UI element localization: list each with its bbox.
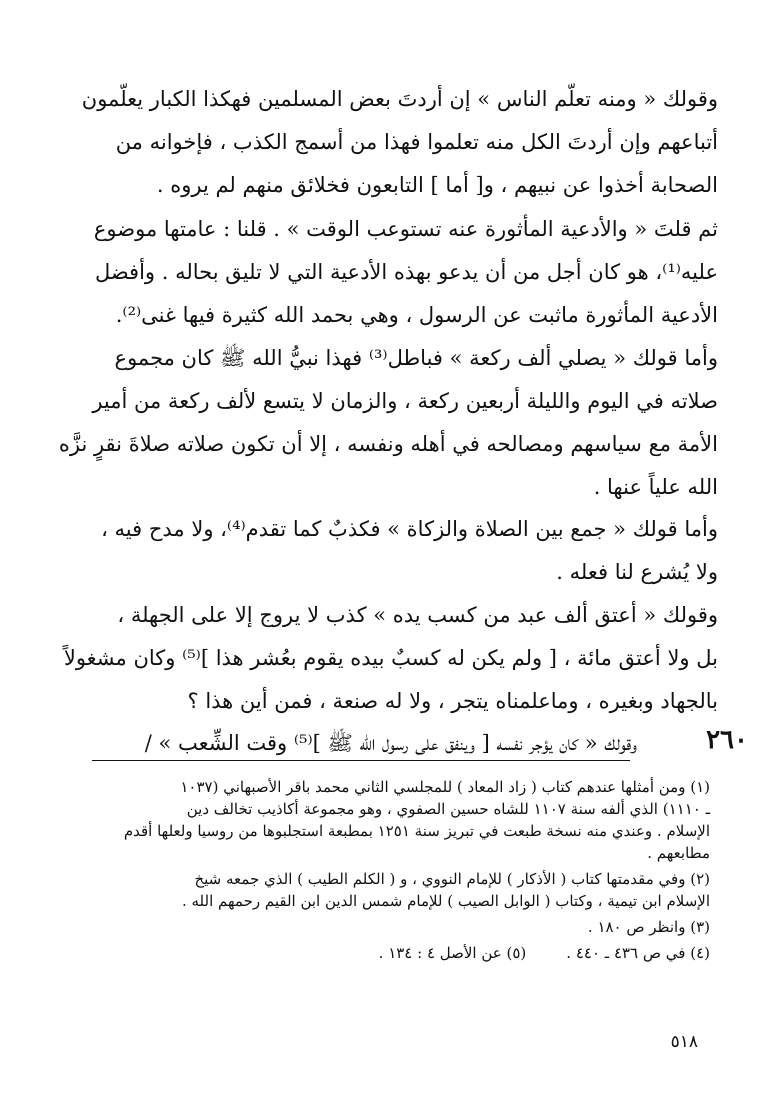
footnote-1 <box>90 776 710 864</box>
footnote-line: (٣) وانظر ص ١٨٠ . <box>587 918 710 936</box>
text-line: الأدعية المأثورة ماثبت عن الرسول ، وهي بحمد الله كثيرة فيها غنى⁽²⁾. <box>115 303 718 327</box>
paragraph-1 <box>78 78 718 207</box>
paragraph-4 <box>78 508 718 594</box>
footnote-line: الإسلام ابن تيمية ، وكتاب ( الوابل الصيب ) للإمام شمس الدين ابن القيم رحمهم الله . <box>181 892 710 910</box>
footnote-4: (٤) في ص ٤٣٦ ـ ٤٤٠ . <box>566 944 710 962</box>
footnote-divider <box>92 760 630 761</box>
text-line: وقولك « أعتق ألف عبد من كسب يده » كذب لا يروج إلا على الجهلة ، <box>117 603 718 627</box>
footnote-4-5-row <box>90 942 710 964</box>
footnote-line: ـ ١١١٠) الذي ألفه سنة ١١٠٧ للشاه حسين الصفوي ، وهو مجموعة أكاذيب تخالف دين <box>186 800 710 818</box>
text-line: صلاته في اليوم والليلة أربعين ركعة ، والزمان لا يتسع لألف ركعة من أمير <box>92 389 718 413</box>
paragraph-5 <box>63 594 718 723</box>
text-line: ولا يُشرع لنا فعله . <box>556 560 718 584</box>
text-line: عليه⁽¹⁾، هو كان أجل من أن يدعو بهذه الأدعية التي لا تليق بحاله . وأفضل <box>94 260 718 284</box>
paragraph-6 <box>92 722 637 765</box>
footnotes <box>90 776 710 964</box>
footnote-line: مطابعهم . <box>647 844 710 862</box>
text-line: الله علياً عنها . <box>593 475 718 499</box>
footnote-line: (٢) وفي مقدمتها كتاب ( الأذكار ) للإمام النووي ، و ( الكلم الطيب ) الذي جمعه شيخ <box>194 870 710 888</box>
text-line: أتباعهم وإن أردتَ الكل منه تعلموا فهذا من أسمج الكذب ، فإخوانه من <box>115 130 718 154</box>
text-line: وقولك « كان يؤجر نفسه [ وينفق على رسول الله ﷺ ]⁽⁵⁾ وقت الشِّعب » / <box>144 731 637 755</box>
text-line: الأمة مع سياسهم ومصالحه في أهله ونفسه ، إلا أن تكون صلاته صلاةَ نقرٍ نزَّه <box>58 432 718 456</box>
paragraph-3 <box>58 337 718 509</box>
margin-original-page-number: ٢٦٠ <box>706 725 748 755</box>
footnote-line: (١) ومن أمثلها عندهم كتاب ( زاد المعاد ) للمجلسي الثاني محمد باقر الأصبهاني (١٠٣٧ <box>180 778 710 796</box>
text-line: وأما قولك « جمع بين الصلاة والزكاة » فكذبٌ كما تقدم⁽⁴⁾، ولا مدح فيه ، <box>101 517 718 541</box>
footnote-2 <box>90 868 710 912</box>
paragraph-2 <box>78 208 718 337</box>
footnote-3 <box>90 916 710 938</box>
text-line: بالجهاد وبغيره ، وماعلمناه يتجر ، ولا له صنعة ، فمن أين هذا ؟ <box>187 689 718 713</box>
text-line: وأما قولك « يصلي ألف ركعة » فباطل⁽³⁾ فهذا نبيُّ الله ﷺ كان مجموع <box>114 346 718 370</box>
text-line: الصحابة أخذوا عن نبيهم ، و[ أما ] التابعون فخلائق منهم لم يروه . <box>156 173 718 197</box>
footnote-5: (٥) عن الأصل ٤ : ١٣٤ . <box>378 944 527 962</box>
footnote-line: الإسلام . وعندي منه نسخة طبعت في تبريز سنة ١٢٥١ بمطبعة استجلبوها من روسيا ولعلها أقدم <box>123 822 710 840</box>
text-line: بل ولا أعتق مائة ، [ ولم يكن له كسبٌ بيده يقوم بعُشر هذا ]⁽⁵⁾ وكان مشغولاً <box>63 646 718 670</box>
text-line: ثم قلتَ « والأدعية المأثورة عنه تستوعب الوقت » . قلنا : عامتها موضوع <box>93 217 718 241</box>
page-number: ٥١٨ <box>670 1032 698 1052</box>
text-line: وقولك « ومنه تعلّم الناس » إن أردتَ بعض المسلمين فهكذا الكبار يعلّمون <box>81 87 718 111</box>
